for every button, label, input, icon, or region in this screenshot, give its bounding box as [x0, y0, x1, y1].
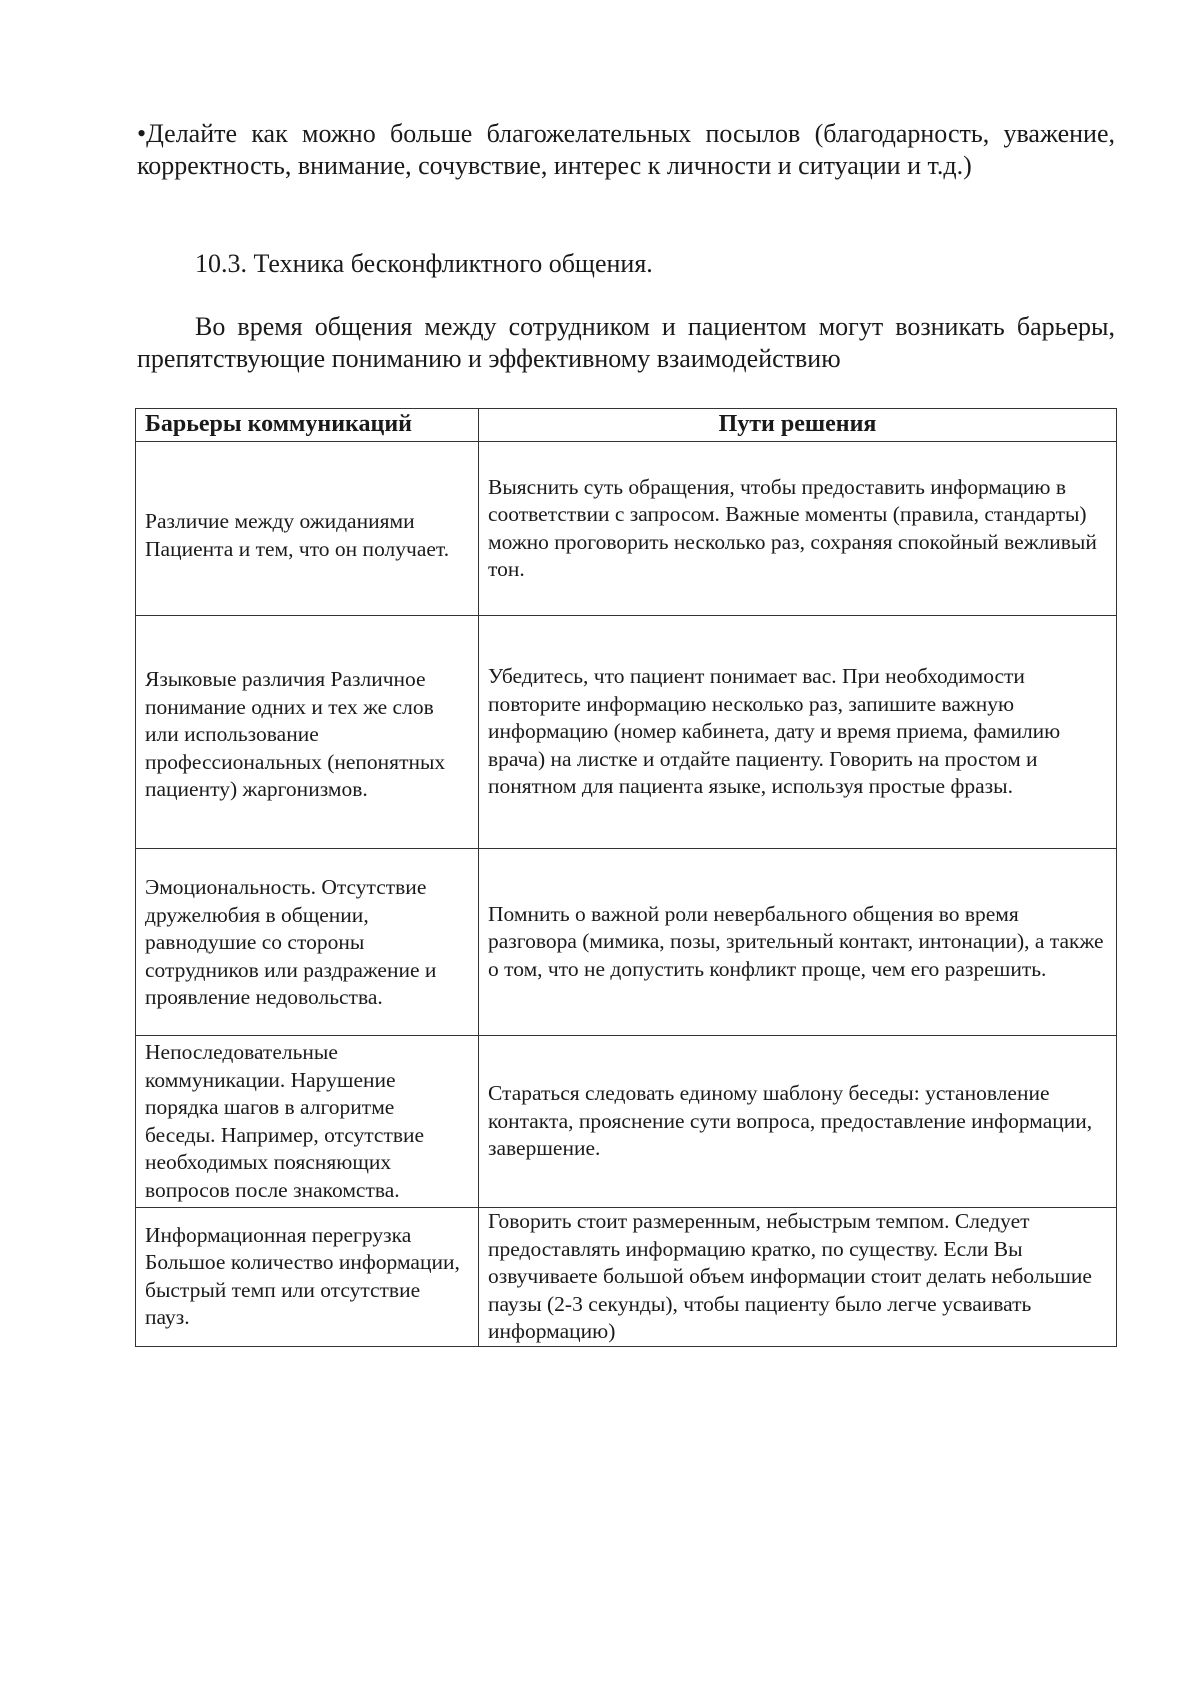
table-row [136, 1036, 1117, 1208]
barrier-text: Информационная перегрузка Большое количество информации, быстрый темп или отсутствие пауз. [145, 1222, 460, 1330]
solution-text: Помнить о важной роли невербального общения во время разговора (мимика, позы, зрительный контакт, интонации), а также о том, что не допустить конфликт проще, чем его разрешить. [488, 901, 1104, 981]
table-row [136, 442, 1117, 616]
barriers-table [135, 408, 1117, 1347]
barrier-cell [136, 1036, 479, 1208]
barrier-cell [136, 849, 479, 1036]
table-row [136, 849, 1117, 1036]
bullet-paragraph: •Делайте как можно больше благожелательных посылов (благодарность, уважение, корректность, внимание, сочувствие, интерес к личности и ситуации и т.д.) [137, 119, 1115, 180]
solution-cell [479, 849, 1117, 1036]
table-row [136, 1208, 1117, 1347]
solution-cell [479, 1036, 1117, 1208]
barrier-text: Непоследовательные коммуникации. Нарушение порядка шагов в алгоритме беседы. Например, отсутствие необходимых поясняющих вопросов после знакомства. [145, 1040, 425, 1202]
lead-paragraph: Во время общения между сотрудником и пациентом могут возникать барьеры, препятствующие пониманию и эффективному взаимодействию [137, 312, 1115, 373]
barrier-cell [136, 1208, 479, 1347]
table-header-row [136, 409, 1117, 442]
barrier-cell [136, 442, 479, 616]
barrier-text: Эмоциональность. Отсутствие дружелюбия в общении, равнодушие со стороны сотрудников или раздражение и проявление недовольства. [145, 875, 437, 1010]
barrier-text: Различие между ожиданиями Пациента и тем, что он получает. [145, 509, 450, 561]
table-row [136, 616, 1117, 849]
section-heading: 10.3. Техника бесконфликтного общения. [195, 249, 653, 278]
header-barriers: Барьеры коммуникаций [136, 409, 479, 442]
solution-text: Стараться следовать единому шаблону беседы: установление контакта, прояснение сути вопроса, предоставление информации, завершение. [488, 1081, 1093, 1161]
header-solutions: Пути решения [479, 409, 1117, 442]
barrier-text: Языковые различия Различное понимание одних и тех же слов или использование профессиональных (непонятных пациенту) жаргонизмов. [145, 667, 446, 802]
barrier-cell [136, 616, 479, 849]
solution-text: Выяснить суть обращения, чтобы предоставить информацию в соответствии с запросом. Важные моменты (правила, стандарты) можно проговорить несколько раз, сохраняя спокойный вежливый тон. [488, 474, 1097, 581]
solution-cell [479, 1208, 1117, 1347]
solution-cell [479, 442, 1117, 616]
solution-text: Убедитесь, что пациент понимает вас. При необходимости повторите информацию несколько раз, запишите важную информацию (номер кабинета, дату и время приема, фамилию врача) на листке и отдайте пациенту. Говорить на простом и понятном для пациента языке, используя простые фразы. [488, 664, 1061, 799]
solution-text: Говорить стоит размеренным, небыстрым темпом. Следует предоставлять информацию кратко, по существу. Если Вы озвучиваете большой объем информации стоит делать небольшие паузы (2-3 секунды), чтобы пациенту было легче усваивать информацию) [488, 1209, 1092, 1343]
solution-cell [479, 616, 1117, 849]
